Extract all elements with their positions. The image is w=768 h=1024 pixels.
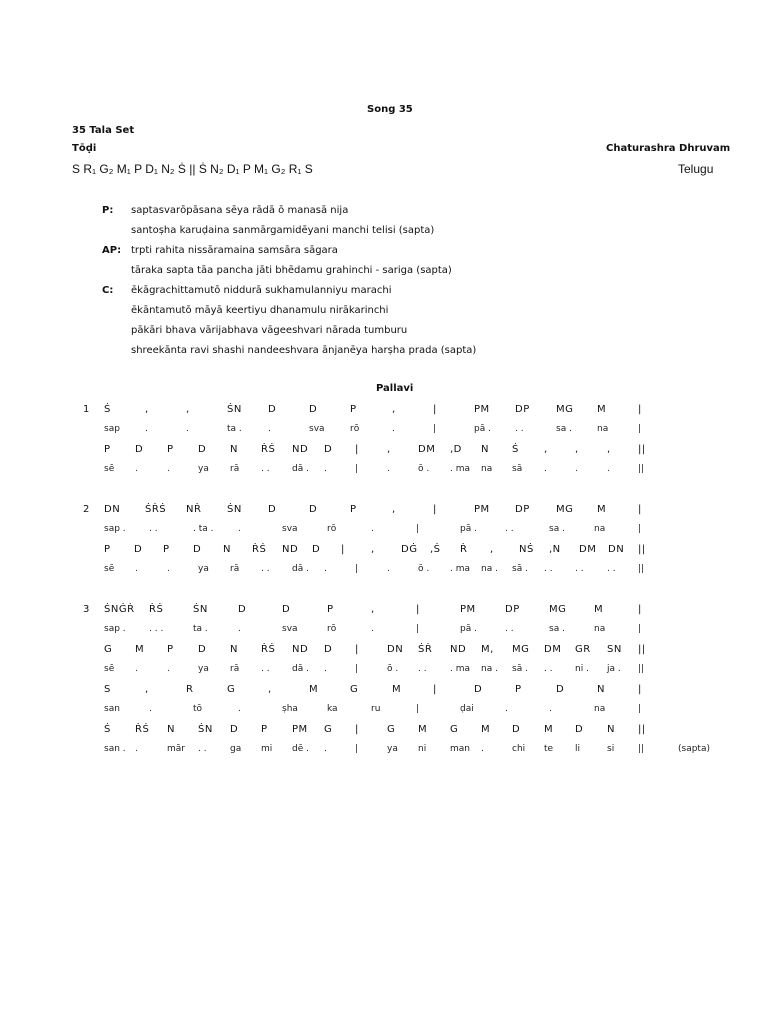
syllable-cell: . [135, 464, 138, 474]
swara-cell: G [387, 724, 396, 735]
syllable-cell: pā . [474, 424, 491, 434]
swara-cell: G [227, 684, 236, 695]
swara-cell: G [104, 644, 113, 655]
swara-cell: , [268, 684, 272, 695]
sahitya-line: pākāri bhava vārijabhava vāgeeshvari nārada tumburu [131, 325, 408, 336]
swara-cell: | [638, 684, 642, 695]
syllable-cell: rō [350, 424, 360, 434]
swara-cell: ND [292, 444, 309, 455]
swara-cell: | [433, 684, 437, 695]
sahitya-section-label: C: [102, 285, 114, 296]
sahitya-line: saptasvarōpāsana sēya rādā ō manasā nija [131, 205, 349, 216]
syllable-cell: na [594, 704, 606, 714]
swara-cell: PM [292, 724, 308, 735]
syllable-cell: . [371, 624, 374, 634]
swara-cell: DM [544, 644, 562, 655]
swara-cell: M [135, 644, 145, 655]
syllable-cell: dā . [292, 564, 309, 574]
syllable-cell: . ma [450, 464, 471, 474]
swara-cell: P [350, 404, 357, 415]
swara-cell: D [309, 404, 318, 415]
syllable-cell: sa . [549, 524, 565, 534]
swara-cell: | [355, 644, 359, 655]
swara-cell: DP [505, 604, 520, 615]
syllable-cell: . ma [450, 564, 471, 574]
swara-cell: DN [608, 544, 625, 555]
swara-cell: D [324, 444, 333, 455]
syllable-cell: | [355, 664, 359, 674]
syllable-cell: na [481, 464, 493, 474]
syllable-cell: chi [512, 744, 526, 754]
swara-cell: PM [474, 504, 490, 515]
syllable-cell: . [186, 424, 189, 434]
swara-cell: M [544, 724, 554, 735]
syllable-cell: . [371, 524, 374, 534]
swara-cell: ṠN [198, 724, 213, 735]
syllable-cell: rā [230, 664, 240, 674]
syllable-cell: . [135, 664, 138, 674]
swara-cell: N [230, 444, 238, 455]
syllable-cell: . [167, 664, 170, 674]
syllable-cell: . [238, 624, 241, 634]
sahitya-line: ēkāntamutō māyā keertiyu dhanamulu nirākarinchi [131, 305, 389, 316]
syllable-cell: . [145, 424, 148, 434]
raga-name: Tōḍi [72, 143, 97, 154]
syllable-cell: | [416, 524, 420, 534]
swara-cell: MG [549, 604, 567, 615]
syllable-cell: sā . [512, 664, 528, 674]
syllable-cell: ta . [227, 424, 242, 434]
swara-cell: Ṡ [104, 724, 111, 735]
syllable-cell: . [167, 564, 170, 574]
syllable-cell: | [638, 704, 642, 714]
syllable-cell: pā . [460, 624, 477, 634]
swara-cell: D [135, 444, 144, 455]
swara-cell: ṠNĠṘ [104, 604, 135, 615]
swara-cell: | [638, 604, 642, 615]
swara-cell: ṠṘṠ [145, 504, 167, 515]
syllable-cell: sē [104, 564, 115, 574]
swara-cell: M, [481, 644, 494, 655]
syllable-cell: sva [282, 624, 298, 634]
syllable-cell: ṣha [282, 704, 298, 714]
syllable-cell: | [355, 744, 359, 754]
syllable-cell: sva [309, 424, 325, 434]
swara-cell: ND [292, 644, 309, 655]
swara-cell: N [167, 724, 175, 735]
swara-cell: , [607, 444, 611, 455]
swara-cell: ṠṘ [418, 644, 433, 655]
swara-cell: P [167, 444, 174, 455]
swara-cell: | [416, 604, 420, 615]
swara-cell: ,Ṡ [430, 544, 441, 555]
sahitya-line: shreekānta ravi shashi nandeeshvara ānjanēya harṣha prada (sapta) [131, 345, 477, 356]
syllable-cell: . [268, 424, 271, 434]
swara-cell: | [341, 544, 345, 555]
syllable-cell: mi [261, 744, 273, 754]
block-number: 3 [83, 604, 90, 615]
swara-cell: PM [460, 604, 476, 615]
swara-cell: ṠN [227, 504, 242, 515]
tala-name: Chaturashra Dhruvam [606, 143, 731, 154]
sahitya-line: santoṣha karuḍaina sanmārgamidēyani manchi telisi (sapta) [131, 225, 435, 236]
syllable-cell: ya [198, 464, 209, 474]
swara-cell: P [104, 444, 111, 455]
syllable-cell: ō . [418, 564, 430, 574]
swara-cell: D [230, 724, 239, 735]
swara-cell: ṠN [227, 404, 242, 415]
swara-cell: D [556, 684, 565, 695]
sahitya-line: tāraka sapta tāa pancha jāti bhēdamu grahinchi - sariga (sapta) [131, 265, 452, 276]
syllable-cell: tō [193, 704, 203, 714]
syllable-cell: . [135, 564, 138, 574]
syllable-cell: san . [104, 744, 126, 754]
syllable-cell: | [416, 704, 420, 714]
swara-cell: | [638, 404, 642, 415]
tala-set-label: 35 Tala Set [72, 125, 135, 136]
swara-cell: P [350, 504, 357, 515]
swara-cell: G [350, 684, 359, 695]
swara-cell: || [638, 724, 646, 735]
swara-cell: DP [515, 504, 530, 515]
syllable-cell: . [167, 464, 170, 474]
syllable-cell: | [638, 524, 642, 534]
swara-cell: Ṙ [460, 544, 468, 555]
syllable-cell: | [433, 424, 437, 434]
swara-cell: DN [387, 644, 404, 655]
syllable-cell: || [638, 664, 645, 674]
swara-cell: MG [556, 404, 574, 415]
swara-cell: S [104, 684, 111, 695]
syllable-cell: . . [505, 624, 514, 634]
syllable-cell: mār [167, 744, 185, 754]
swara-cell: D [282, 604, 291, 615]
syllable-cell: . [135, 744, 138, 754]
sahitya-section-label: P: [102, 205, 114, 216]
syllable-cell: rā [230, 464, 240, 474]
block-trailer: (sapta) [678, 744, 710, 754]
swara-cell: P [163, 544, 170, 555]
syllable-cell: man [450, 744, 470, 754]
swara-cell: GR [575, 644, 591, 655]
syllable-cell: . [324, 564, 327, 574]
swara-cell: ND [282, 544, 299, 555]
syllable-cell: . . [261, 664, 270, 674]
syllable-cell: . [549, 704, 552, 714]
syllable-cell: . [607, 464, 610, 474]
syllable-cell: san [104, 704, 120, 714]
swara-cell: || [638, 644, 646, 655]
syllable-cell: sā [512, 464, 523, 474]
swara-cell: ṠN [193, 604, 208, 615]
swara-cell: N [607, 724, 615, 735]
swara-cell: NṘ [186, 504, 202, 515]
swara-cell: , [387, 444, 391, 455]
swara-cell: D [238, 604, 247, 615]
swara-cell: D [268, 404, 277, 415]
block-number: 2 [83, 504, 90, 515]
syllable-cell: . ma [450, 664, 471, 674]
swara-cell: , [186, 404, 190, 415]
swara-cell: | [355, 724, 359, 735]
swara-cell: D [198, 644, 207, 655]
syllable-cell: . [324, 744, 327, 754]
swara-cell: D [474, 684, 483, 695]
swara-cell: ṘṠ [261, 444, 276, 455]
swara-cell: N [223, 544, 231, 555]
syllable-cell: sap . [104, 624, 126, 634]
swara-cell: , [490, 544, 494, 555]
swara-cell: PM [474, 404, 490, 415]
syllable-cell: . [238, 524, 241, 534]
syllable-cell: . [324, 664, 327, 674]
syllable-cell: na [597, 424, 609, 434]
syllable-cell: sē [104, 664, 115, 674]
swara-cell: Ṡ [104, 404, 111, 415]
swara-cell: D [312, 544, 321, 555]
syllable-cell: || [638, 464, 645, 474]
syllable-cell: | [355, 464, 359, 474]
syllable-cell: sē [104, 464, 115, 474]
syllable-cell: ya [387, 744, 398, 754]
song-title: Song 35 [367, 104, 413, 115]
swara-cell: P [515, 684, 522, 695]
swara-cell: D [193, 544, 202, 555]
syllable-cell: rā [230, 564, 240, 574]
swara-cell: ,D [450, 444, 462, 455]
syllable-cell: . [238, 704, 241, 714]
swara-cell: | [433, 504, 437, 515]
swara-cell: | [433, 404, 437, 415]
syllable-cell: . . [261, 564, 270, 574]
syllable-cell: sa . [549, 624, 565, 634]
syllable-cell: || [638, 564, 645, 574]
syllable-cell: rō [327, 524, 337, 534]
swara-cell: D [324, 644, 333, 655]
swara-cell: | [638, 504, 642, 515]
syllable-cell: dā . [292, 464, 309, 474]
syllable-cell: ō . [418, 464, 430, 474]
swara-cell: MG [556, 504, 574, 515]
syllable-cell: na [594, 624, 606, 634]
syllable-cell: sap [104, 424, 120, 434]
syllable-cell: ga [230, 744, 242, 754]
swara-cell: P [104, 544, 111, 555]
syllable-cell: li [575, 744, 581, 754]
swara-cell: M [309, 684, 319, 695]
syllable-cell: . . . [149, 624, 164, 634]
syllable-cell: | [416, 624, 420, 634]
syllable-cell: ni [418, 744, 427, 754]
swara-cell: , [145, 404, 149, 415]
swara-cell: D [575, 724, 584, 735]
swara-cell: DĠ [401, 544, 418, 555]
syllable-cell: | [355, 564, 359, 574]
swara-cell: ,N [549, 544, 561, 555]
swara-cell: D [268, 504, 277, 515]
syllable-cell: sap . [104, 524, 126, 534]
swara-cell: ṘṠ [261, 644, 276, 655]
syllable-cell: . . [418, 664, 427, 674]
swara-cell: , [145, 684, 149, 695]
swara-cell: M [392, 684, 402, 695]
swara-cell: M [597, 404, 607, 415]
swara-cell: M [594, 604, 604, 615]
section-title: Pallavi [376, 383, 414, 394]
swara-cell: P [327, 604, 334, 615]
syllable-cell: . . [544, 564, 553, 574]
swara-cell: D [309, 504, 318, 515]
swara-cell: P [261, 724, 268, 735]
syllable-cell: . [387, 564, 390, 574]
syllable-cell: . . [515, 424, 524, 434]
syllable-cell: . . [149, 524, 158, 534]
swara-cell: , [392, 404, 396, 415]
syllable-cell: . . [575, 564, 584, 574]
syllable-cell: | [638, 424, 642, 434]
swara-cell: DN [104, 504, 121, 515]
syllable-cell: . . [505, 524, 514, 534]
swara-cell: DM [418, 444, 436, 455]
syllable-cell: . . [607, 564, 616, 574]
syllable-cell: . [149, 704, 152, 714]
syllable-cell: | [638, 624, 642, 634]
sahitya-line: trpti rahita nissāramaina samsāra sāgara [131, 245, 338, 256]
swara-cell: N [230, 644, 238, 655]
swara-cell: ND [450, 644, 467, 655]
swara-cell: SN [607, 644, 622, 655]
syllable-cell: ta . [193, 624, 208, 634]
swara-cell: D [198, 444, 207, 455]
syllable-cell: na [594, 524, 606, 534]
swara-cell: G [450, 724, 459, 735]
swara-cell: , [392, 504, 396, 515]
swara-cell: MG [512, 644, 530, 655]
syllable-cell: . [505, 704, 508, 714]
syllable-cell: dā . [292, 664, 309, 674]
syllable-cell: te [544, 744, 554, 754]
syllable-cell: . . [198, 744, 207, 754]
syllable-cell: . ta . [193, 524, 214, 534]
syllable-cell: ya [198, 564, 209, 574]
swara-cell: ṘṠ [252, 544, 267, 555]
syllable-cell: . [392, 424, 395, 434]
syllable-cell: . . [544, 664, 553, 674]
sahitya-line: ēkāgrachittamutō niddurā sukhamulanniyu marachi [131, 285, 392, 296]
syllable-cell: ru [371, 704, 381, 714]
syllable-cell: || [638, 744, 645, 754]
syllable-cell: ō . [387, 664, 399, 674]
swara-cell: M [597, 504, 607, 515]
swara-cell: D [512, 724, 521, 735]
block-number: 1 [83, 404, 90, 415]
raga-scale: S R₁ G₂ M₁ P D₁ N₂ Ṡ || Ṡ N₂ D₁ P M₁ G₂ R₁ S [72, 162, 313, 176]
swara-cell: , [544, 444, 548, 455]
swara-cell: M [418, 724, 428, 735]
syllable-cell: pā . [460, 524, 477, 534]
swara-cell: NṠ [519, 544, 534, 555]
sahitya-section-label: AP: [102, 245, 122, 256]
syllable-cell: . [481, 744, 484, 754]
swara-cell: G [324, 724, 333, 735]
syllable-cell: rō [327, 624, 337, 634]
swara-cell: Ṡ [512, 444, 519, 455]
syllable-cell: si [607, 744, 615, 754]
syllable-cell: ja . [607, 664, 621, 674]
swara-cell: ṘṠ [135, 724, 150, 735]
swara-cell: , [371, 604, 375, 615]
syllable-cell: sā . [512, 564, 528, 574]
swara-cell: , [575, 444, 579, 455]
syllable-cell: . . [261, 464, 270, 474]
swara-cell: M [481, 724, 491, 735]
syllable-cell: . [387, 464, 390, 474]
syllable-cell: na . [481, 664, 498, 674]
language-label: Telugu [678, 162, 714, 176]
syllable-cell: . [575, 464, 578, 474]
swara-cell: P [167, 644, 174, 655]
swara-cell: N [597, 684, 605, 695]
swara-cell: N [481, 444, 489, 455]
syllable-cell: . [544, 464, 547, 474]
swara-cell: ṘṠ [149, 604, 164, 615]
syllable-cell: na . [481, 564, 498, 574]
syllable-cell: ka [327, 704, 338, 714]
syllable-cell: ni . [575, 664, 589, 674]
swara-cell: DP [515, 404, 530, 415]
swara-cell: || [638, 544, 646, 555]
syllable-cell: . [324, 464, 327, 474]
syllable-cell: sa . [556, 424, 572, 434]
swara-cell: R [186, 684, 194, 695]
syllable-cell: ḍai [460, 704, 474, 714]
swara-cell: DM [579, 544, 597, 555]
syllable-cell: ya [198, 664, 209, 674]
swara-cell: || [638, 444, 646, 455]
syllable-cell: dē . [292, 744, 309, 754]
swara-cell: | [355, 444, 359, 455]
swara-cell: D [134, 544, 143, 555]
swara-cell: , [371, 544, 375, 555]
syllable-cell: sva [282, 524, 298, 534]
